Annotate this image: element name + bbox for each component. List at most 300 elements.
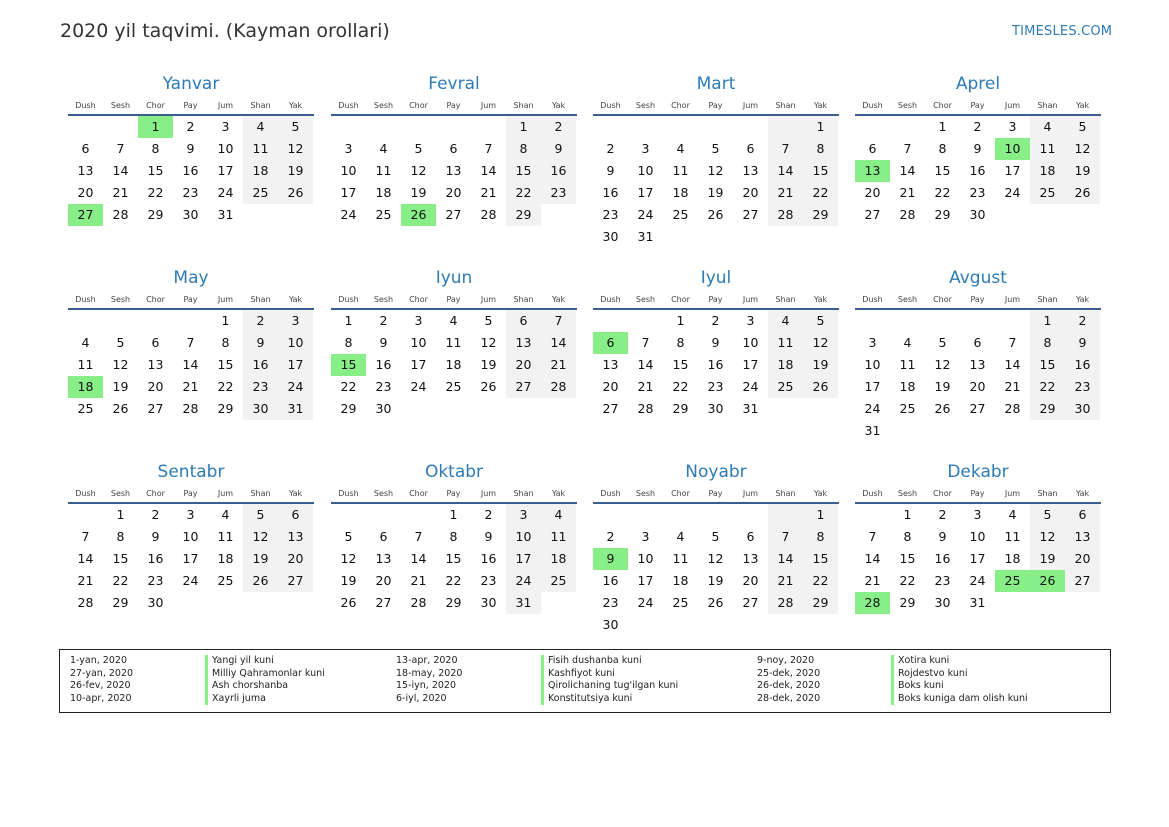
weekday-label: Jum [1004,294,1021,304]
day-cell: 22 [803,182,838,204]
holiday-day-cell: 15 [331,354,366,376]
day-cell: 7 [81,529,90,544]
month-name: Aprel [955,74,1001,94]
legend-names-col-2 [541,655,678,705]
day-cell: 19 [340,573,357,588]
day-cell: 23 [147,573,164,588]
day-cell: 28 [112,207,129,222]
weekday-label: Sesh [635,100,656,110]
day-cell: 23 [480,573,497,588]
weekday-header [68,96,314,116]
day-cell: 16 [182,163,199,178]
weekday-label: Shan [775,100,796,110]
day-cell: 25 [77,401,94,416]
day-cell: 6 [506,310,541,332]
day-cell: 8 [344,335,353,350]
day-cell: 10 [278,332,313,354]
day-cell: 3 [868,335,877,350]
legend-holiday-name: Yangi yil kuni [205,655,325,668]
day-cell: 16 [541,160,576,182]
day-cell: 27 [506,376,541,398]
empty-cell [890,116,925,138]
empty-cell [401,504,436,526]
weekday-label: Sesh [897,488,918,498]
day-cell: 13 [742,551,759,566]
day-cell: 9 [938,529,947,544]
day-cell: 11 [768,332,803,354]
day-cell: 13 [77,163,94,178]
day-cell: 27 [864,207,881,222]
day-cell: 29 [217,401,234,416]
empty-cell [68,504,103,526]
day-grid [68,116,314,226]
day-cell: 19 [410,185,427,200]
weekday-label: Shan [250,488,271,498]
day-cell: 12 [480,335,497,350]
weekday-label: Chor [671,100,690,110]
day-cell: 3 [641,529,650,544]
day-cell: 28 [182,401,199,416]
month-block [68,266,314,420]
day-cell: 30 [147,595,164,610]
day-cell: 3 [641,141,650,156]
legend-date: 27-yan, 2020 [70,667,134,679]
weekday-label: Pay [708,294,723,304]
weekday-label: Dush [600,100,621,110]
day-cell: 24 [182,573,199,588]
day-cell: 3 [973,507,982,522]
holiday-day-cell: 6 [593,332,628,354]
weekday-label: Chor [933,100,952,110]
day-cell: 24 [969,573,986,588]
day-cell: 28 [480,207,497,222]
day-cell: 16 [969,163,986,178]
day-cell: 1 [803,116,838,138]
day-cell: 27 [375,595,392,610]
day-cell: 17 [637,185,654,200]
day-cell: 9 [541,138,576,160]
day-cell: 6 [973,335,982,350]
day-cell: 2 [243,310,278,332]
day-cell: 25 [217,573,234,588]
day-cell: 14 [480,163,497,178]
day-cell: 19 [1030,548,1065,570]
day-cell: 31 [864,423,881,438]
day-grid [593,310,839,420]
empty-cell [733,116,768,138]
day-cell: 19 [707,185,724,200]
day-cell: 29 [899,595,916,610]
day-cell: 12 [340,551,357,566]
day-cell: 5 [243,504,278,526]
day-cell: 13 [147,357,164,372]
weekday-label: Sesh [897,294,918,304]
legend-dates-col-3 [757,655,820,705]
day-cell: 11 [243,138,278,160]
day-cell: 11 [541,526,576,548]
empty-cell [960,310,995,332]
day-cell: 15 [803,160,838,182]
day-cell: 13 [1065,526,1100,548]
day-cell: 22 [147,185,164,200]
day-cell: 17 [506,548,541,570]
day-cell: 14 [768,160,803,182]
month-block [593,72,839,248]
legend-date: 6-iyl, 2020 [396,692,447,704]
day-cell: 26 [480,379,497,394]
day-cell: 20 [278,548,313,570]
legend-date: 28-dek, 2020 [757,692,821,704]
weekday-label: Shan [513,100,534,110]
empty-cell [855,116,890,138]
holiday-day-cell: 26 [401,204,436,226]
day-cell: 8 [903,529,912,544]
day-cell: 19 [803,354,838,376]
empty-cell [593,310,628,332]
weekday-label: Jum [480,294,497,304]
day-cell: 31 [217,207,234,222]
day-cell: 28 [410,595,427,610]
holiday-day-cell: 13 [855,160,890,182]
empty-cell [628,116,663,138]
legend-holiday-name: Xotira kuni [891,655,1028,668]
day-cell: 28 [77,595,94,610]
holiday-day-cell: 9 [593,548,628,570]
month-name: Iyul [700,268,732,288]
day-cell: 5 [484,313,493,328]
day-cell: 19 [934,379,951,394]
weekday-label: Yak [813,294,828,304]
weekday-label: Chor [146,100,165,110]
day-cell: 30 [602,617,619,632]
day-cell: 29 [672,401,689,416]
day-cell: 20 [375,573,392,588]
day-grid [593,116,839,248]
day-cell: 12 [112,357,129,372]
weekday-label: Dush [600,294,621,304]
legend-date: 25-dek, 2020 [757,667,821,679]
day-grid [331,116,577,226]
empty-cell [103,116,138,138]
day-cell: 12 [707,163,724,178]
day-cell: 4 [221,507,230,522]
day-cell: 21 [864,573,881,588]
day-cell: 9 [243,332,278,354]
day-cell: 18 [243,160,278,182]
legend-holiday-name: Qirolichaning tug'ilgan kuni [541,680,678,693]
day-grid [331,504,577,614]
month-name: Yanvar [162,74,220,94]
day-cell: 8 [676,335,685,350]
day-cell: 5 [344,529,353,544]
day-cell: 2 [186,119,195,134]
day-cell: 4 [1030,116,1065,138]
day-cell: 17 [410,357,427,372]
empty-cell [436,116,471,138]
day-cell: 20 [864,185,881,200]
month-name: May [173,268,209,288]
weekday-label: Sesh [110,294,131,304]
day-cell: 7 [541,310,576,332]
day-cell: 15 [217,357,234,372]
day-cell: 27 [1065,570,1100,592]
weekday-label: Chor [671,488,690,498]
empty-cell [995,310,1030,332]
day-cell: 26 [1065,182,1100,204]
day-cell: 29 [803,592,838,614]
day-cell: 13 [375,551,392,566]
day-cell: 14 [112,163,129,178]
day-cell: 7 [768,526,803,548]
day-cell: 16 [602,185,619,200]
day-cell: 7 [1008,335,1017,350]
weekday-header [331,484,577,504]
weekday-label: Pay [183,488,198,498]
day-cell: 6 [151,335,160,350]
day-cell: 3 [278,310,313,332]
day-cell: 15 [506,160,541,182]
day-cell: 14 [637,357,654,372]
day-cell: 10 [742,335,759,350]
day-cell: 24 [1004,185,1021,200]
weekday-label: Yak [551,488,566,498]
weekday-label: Yak [813,488,828,498]
day-cell: 9 [606,163,615,178]
legend-holiday-name: Kashfiyot kuni [541,668,678,681]
weekday-label: Jum [480,100,497,110]
day-cell: 29 [803,204,838,226]
day-cell: 29 [1030,398,1065,420]
day-cell: 1 [449,507,458,522]
day-cell: 27 [147,401,164,416]
day-cell: 21 [637,379,654,394]
day-grid [331,310,577,420]
weekday-label: Shan [775,488,796,498]
day-cell: 20 [1065,548,1100,570]
weekday-label: Yak [813,100,828,110]
day-cell: 12 [278,138,313,160]
weekday-label: Shan [1037,294,1058,304]
day-cell: 5 [1030,504,1065,526]
weekday-label: Sesh [110,488,131,498]
day-cell: 31 [278,398,313,420]
day-cell: 17 [864,379,881,394]
day-cell: 17 [637,573,654,588]
day-cell: 4 [379,141,388,156]
day-grid [68,504,314,614]
day-cell: 18 [1030,160,1065,182]
day-cell: 24 [637,207,654,222]
holiday-day-cell: 25 [995,570,1030,592]
day-cell: 30 [707,401,724,416]
day-cell: 3 [414,313,423,328]
day-cell: 25 [541,570,576,592]
month-name: Noyabr [685,462,747,482]
weekday-label: Sesh [373,488,394,498]
weekday-label: Chor [146,294,165,304]
weekday-label: Pay [446,294,461,304]
legend-date: 13-apr, 2020 [396,655,458,666]
day-cell: 2 [973,119,982,134]
day-cell: 29 [506,204,541,226]
legend-holiday-name: Ash chorshanba [205,680,325,693]
weekday-label: Shan [250,100,271,110]
day-cell: 14 [541,332,576,354]
day-cell: 8 [803,526,838,548]
weekday-label: Jum [217,294,234,304]
day-cell: 20 [77,185,94,200]
day-cell: 6 [746,529,755,544]
day-cell: 24 [278,376,313,398]
day-cell: 1 [116,507,125,522]
day-cell: 21 [182,379,199,394]
day-cell: 26 [707,595,724,610]
day-cell: 1 [676,313,685,328]
legend-date: 15-iyn, 2020 [396,680,457,692]
legend-date: 26-dek, 2020 [757,680,821,692]
legend-date: 9-noy, 2020 [757,655,815,666]
day-cell: 25 [375,207,392,222]
weekday-label: Shan [513,294,534,304]
day-cell: 5 [116,335,125,350]
day-cell: 26 [803,376,838,398]
day-cell: 29 [112,595,129,610]
day-cell: 19 [243,548,278,570]
legend-dates-col-2 [396,655,462,705]
day-cell: 16 [243,354,278,376]
day-cell: 30 [602,229,619,244]
day-cell: 27 [602,401,619,416]
weekday-label: Sesh [110,100,131,110]
day-cell: 25 [768,376,803,398]
day-cell: 20 [506,354,541,376]
empty-cell [628,310,663,332]
day-cell: 23 [969,185,986,200]
day-cell: 18 [899,379,916,394]
day-cell: 11 [1004,529,1021,544]
day-cell: 20 [742,185,759,200]
day-cell: 14 [864,551,881,566]
weekday-header [331,290,577,310]
empty-cell [698,504,733,526]
day-cell: 1 [938,119,947,134]
weekday-label: Jum [217,100,234,110]
legend-holiday-name: Xayrli juma [205,693,325,706]
day-cell: 19 [707,573,724,588]
day-cell: 18 [672,573,689,588]
legend-names-col-1 [205,655,325,705]
weekday-label: Yak [288,294,303,304]
day-cell: 1 [221,313,230,328]
day-cell: 22 [803,570,838,592]
day-cell: 8 [116,529,125,544]
day-cell: 15 [803,548,838,570]
day-cell: 5 [1065,116,1100,138]
weekday-header [855,484,1101,504]
weekday-label: Chor [409,294,428,304]
day-cell: 14 [410,551,427,566]
brand-link[interactable]: TIMESLES.COM [1012,24,1113,39]
day-cell: 31 [637,229,654,244]
day-cell: 23 [934,573,951,588]
day-cell: 24 [340,207,357,222]
weekday-label: Pay [970,100,985,110]
holiday-day-cell: 27 [68,204,103,226]
day-cell: 6 [379,529,388,544]
day-cell: 26 [707,207,724,222]
legend-holiday-name: Boks kuniga dam olish kuni [891,693,1028,706]
day-cell: 5 [711,529,720,544]
month-block [855,460,1101,614]
day-cell: 2 [379,313,388,328]
weekday-label: Yak [551,100,566,110]
day-cell: 9 [711,335,720,350]
day-cell: 31 [969,595,986,610]
weekday-header [68,290,314,310]
day-cell: 28 [637,401,654,416]
day-cell: 3 [1008,119,1017,134]
day-cell: 22 [899,573,916,588]
day-cell: 4 [676,529,685,544]
empty-cell [331,504,366,526]
weekday-label: Dush [338,294,359,304]
day-cell: 6 [868,141,877,156]
day-cell: 9 [973,141,982,156]
legend-date: 10-apr, 2020 [70,692,132,704]
weekday-label: Dush [862,488,883,498]
day-cell: 25 [243,182,278,204]
month-name: Fevral [428,74,480,94]
day-cell: 23 [375,379,392,394]
month-name: Sentabr [157,462,225,482]
day-cell: 18 [375,185,392,200]
weekday-label: Chor [933,488,952,498]
weekday-label: Pay [970,488,985,498]
day-cell: 11 [899,357,916,372]
weekday-label: Sesh [897,100,918,110]
day-cell: 1 [803,504,838,526]
day-cell: 15 [445,551,462,566]
weekday-header [855,96,1101,116]
empty-cell [366,504,401,526]
weekday-label: Yak [1075,100,1090,110]
day-cell: 8 [803,138,838,160]
weekday-label: Jum [1004,100,1021,110]
weekday-label: Yak [288,488,303,498]
weekday-label: Shan [513,488,534,498]
day-cell: 29 [445,595,462,610]
weekday-label: Jum [1004,488,1021,498]
day-cell: 25 [672,207,689,222]
weekday-label: Yak [1075,488,1090,498]
legend-holiday-name: Milliy Qahramonlar kuni [205,668,325,681]
legend-holiday-name: Konstitutsiya kuni [541,693,678,706]
day-cell: 2 [151,507,160,522]
weekday-label: Jum [742,294,759,304]
weekday-label: Dush [75,488,96,498]
empty-cell [698,116,733,138]
day-cell: 22 [934,185,951,200]
day-cell: 4 [676,141,685,156]
day-cell: 5 [803,310,838,332]
day-cell: 23 [602,595,619,610]
day-cell: 24 [864,401,881,416]
legend-holiday-name: Boks kuni [891,680,1028,693]
day-cell: 26 [934,401,951,416]
month-block [593,460,839,636]
day-cell: 28 [768,204,803,226]
month-block [331,460,577,614]
